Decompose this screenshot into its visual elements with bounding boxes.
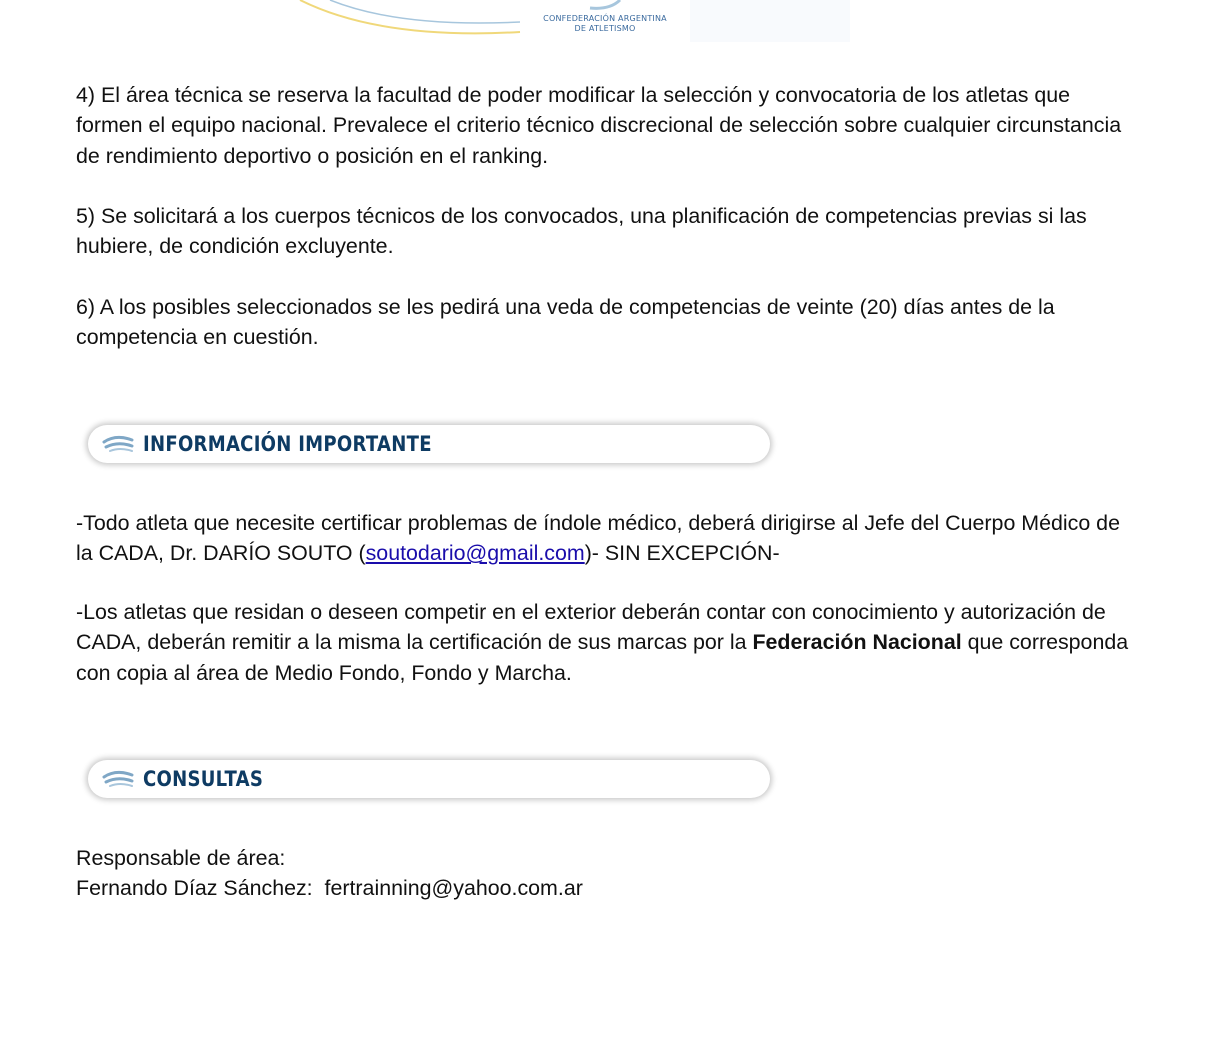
info-section-title: INFORMACIÓN IMPORTANTE bbox=[143, 432, 432, 456]
consultas-section-title: CONSULTAS bbox=[143, 767, 264, 791]
contact-block bbox=[76, 843, 1136, 904]
abroad-text-before: -Los atletas que residan o deseen competir en el exterior deberán contar con conocimiento y autorización de CADA, deberán remitir a la misma la certificación de sus marcas por la bbox=[76, 600, 1106, 655]
abroad-text-after: que corresponda con copia al área de Medio Fondo, Fondo y Marcha. bbox=[76, 630, 1129, 685]
abroad-bold-federation: Federación Nacional bbox=[752, 630, 962, 655]
consultas-banner-pill bbox=[88, 760, 770, 798]
rule-5-number: 5 bbox=[76, 204, 88, 228]
contact-email: fertrainning@yahoo.com.ar bbox=[324, 876, 583, 901]
rule-4: 4) El área técnica se reserva la facultad de poder modificar la selección y convocatoria de los atletas que formen el equipo nacional. Prevalece el criterio técnico discrecional de selección sobre cualquier circunstancia de rendimiento deportivo o posición en el ranking. bbox=[76, 83, 1122, 168]
wave-icon bbox=[102, 434, 134, 454]
rule-5-text: Se solicitará a los cuerpos técnicos de los convocados, una planificación de competencias previas si las hubiere, de condición excluyente. bbox=[76, 204, 1087, 259]
medical-text-after: )- SIN EXCEPCIÓN- bbox=[584, 541, 780, 566]
rule-6-text: A los posibles seleccionados se les pedirá una veda de competencias de veinte (20) días antes de la competencia en cuestión. bbox=[76, 295, 1055, 350]
logo-line-1: CONFEDERACIÓN ARGENTINA bbox=[543, 14, 667, 23]
rule-4-number: 4 bbox=[76, 83, 88, 107]
responsable-label: Responsable de área: bbox=[76, 846, 286, 870]
abroad-notice bbox=[76, 597, 1136, 688]
medical-notice bbox=[76, 508, 1136, 569]
contact-name: Fernando Díaz Sánchez: bbox=[76, 876, 313, 901]
info-section-banner bbox=[80, 418, 778, 472]
rule-5: 5) Se solicitará a los cuerpos técnicos de los convocados, una planificación de competencias previas si las hubiere, de condición excluyente. bbox=[76, 204, 1087, 259]
rule-6: 6) A los posibles seleccionados se les pedirá una veda de competencias de veinte (20) días antes de la competencia en cuestión. bbox=[76, 295, 1055, 350]
wave-icon bbox=[102, 769, 134, 789]
rule-4-text: El área técnica se reserva la facultad de poder modificar la selección y convocatoria de los atletas que formen el equipo nacional. Prevalece el criterio técnico discrecional de selección sobre cualquier circunstancia de rendimiento deportivo o posición en el ranking. bbox=[76, 83, 1122, 168]
header-logo-text bbox=[520, 14, 690, 34]
rule-6-number: 6 bbox=[76, 295, 88, 319]
consultas-section-banner bbox=[80, 753, 778, 807]
info-banner-pill bbox=[88, 425, 770, 463]
logo-line-2: DE ATLETISMO bbox=[574, 24, 636, 33]
medical-email-link[interactable]: soutodario@gmail.com bbox=[365, 541, 585, 566]
medical-text-before: -Todo atleta que necesite certificar problemas de índole médico, deberá dirigirse al Jefe del Cuerpo Médico de la CADA, Dr. DARÍO SOUTO ( bbox=[76, 511, 1120, 566]
